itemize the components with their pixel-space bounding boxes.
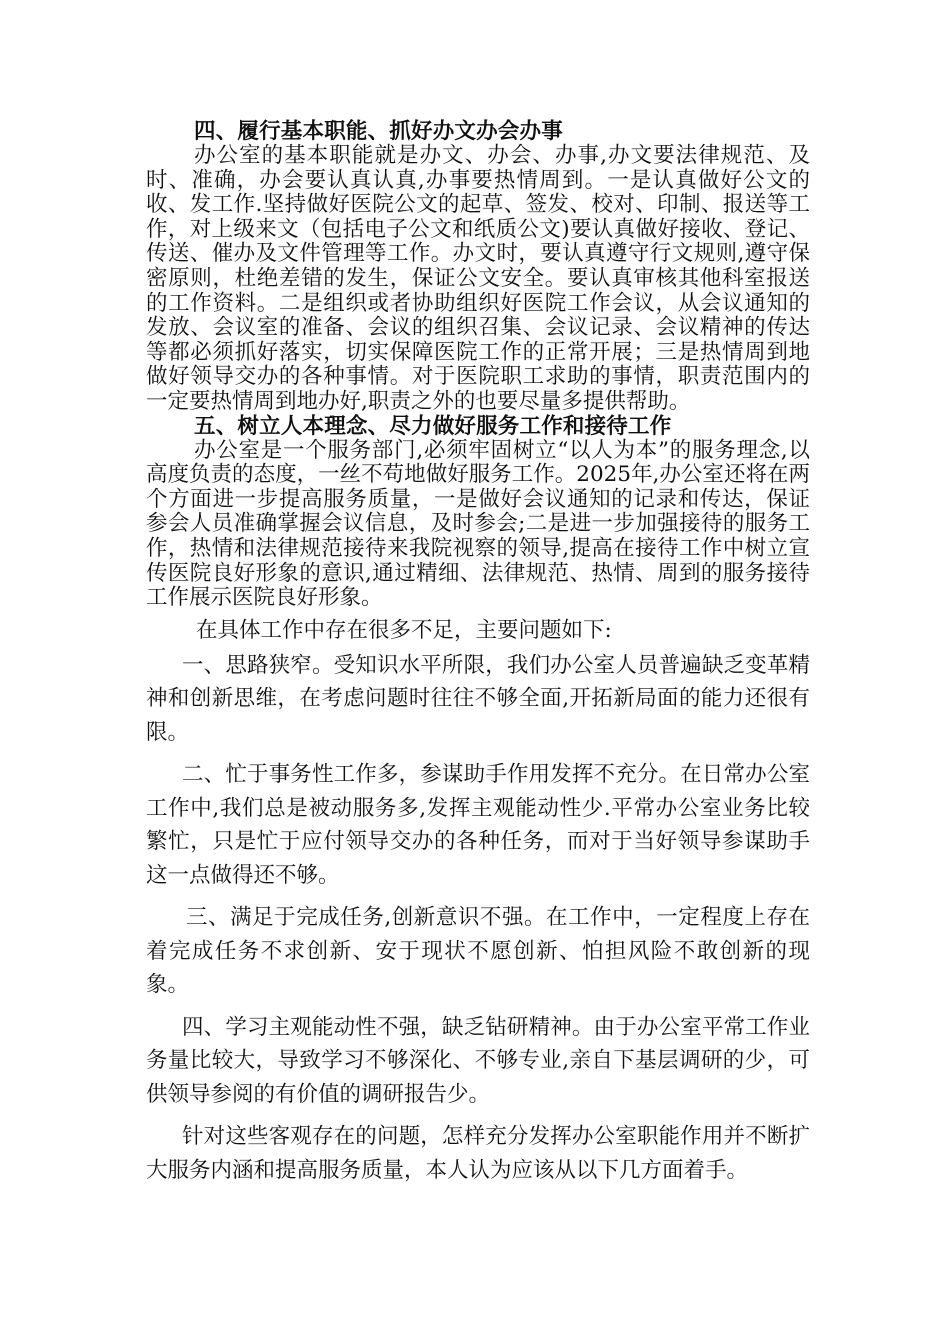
problems-intro: 在具体工作中存在很多不足，主要问题如下: xyxy=(196,617,612,643)
section-4-heading: 四、履行基本职能、抓好办文办会办事 xyxy=(194,119,563,144)
problem-item-3: 三、满足于完成任务,创新意识不强。在工作中，一定程度上存在着完成任务不求创新、安于现状不愿创新、怕担风险不敢创新的现象。 xyxy=(146,905,810,998)
section-5-heading: 五、树立人本理念、尽力做好服务工作和接待工作 xyxy=(194,413,672,439)
problem-item-4: 四、学习主观能动性不强，缺乏钻研精神。由于办公室平常工作业务量比较大，导致学习不够深化、不够专业,亲自下基层调研的少，可供领导参阅的有价值的调研报告少。 xyxy=(146,1014,810,1107)
section-4-paragraph: 办公室的基本职能就是办文、办会、办事,办文要法律规范、及时、准确，办会要认真认真,办事要热情周到。一是认真做好公文的收、发工作.坚持做好医院公文的起草、签发、校对、印制、报送等工作，对上级来文（包括电子公文和纸质公文)要认真做好接收、登记、传送、催办及文件管理等工作。办文时，要认真遵守行文规则,遵守保密原则，杜绝差错的发生，保证公文安全。要认真审核其他科室报送的工作资料。二是组织或者协助组织好医院工作会议，从会议通知的发放、会议室的准备、会议的组织召集、会议记录、会议精神的传达等都必须抓好落实，切实保障医院工作的正常开展；三是热情周到地做好领导交办的各种事情。对于医院职工求助的事情，职责范围内的一定要热情周到地办好,职责之外的也要尽量多提供帮助。 xyxy=(146,143,810,414)
problem-item-1: 一、思路狭窄。受知识水平所限，我们办公室人员普遍缺乏变革精神和创新思维，在考虑问题时往往不够全面,开拓新局面的能力还很有限。 xyxy=(146,652,810,745)
problem-item-2: 二、忙于事务性工作多，参谋助手作用发挥不充分。在日常办公室工作中,我们总是被动服务多,发挥主观能动性少.平常办公室业务比较繁忙，只是忙于应付领导交办的各种任务，而对于当好领导参谋助手这一点做得还不够。 xyxy=(146,762,810,888)
conclusion-paragraph: 针对这些客观存在的问题，怎样充分发挥办公室职能作用并不断扩大服务内涵和提高服务质量，本人认为应该从以下几方面着手。 xyxy=(146,1124,810,1183)
section-5-paragraph: 办公室是一个服务部门,必须牢固树立“以人为本”的服务理念,以高度负责的态度，一丝不苟地做好服务工作。2025年,办公室还将在两个方面进一步提高服务质量，一是做好会议通知的记录和传达，保证参会人员准确掌握会议信息，及时参会;二是进一步加强接待的服务工作，热情和法律规范接待来我院视察的领导,提高在接待工作中树立宣传医院良好形象的意识,通过精细、法律规范、热情、周到的服务接待工作展示医院良好形象。 xyxy=(146,437,810,611)
document-page xyxy=(146,120,810,1187)
